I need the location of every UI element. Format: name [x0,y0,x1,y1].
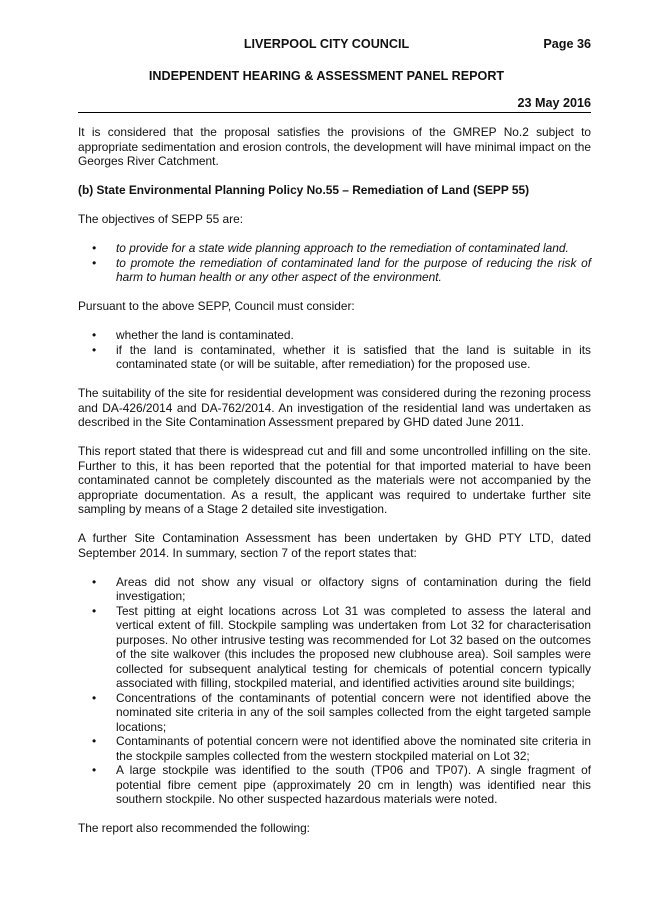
report-paragraph: This report stated that there is widespread cut and fill and some uncontrolled infilling on the site. Further to this, it has been reported that the potential for that imported material to have been contaminated cannot be completely discounted as the materials were not accompanied by the appropriate documentation. As a result, the applicant was required to undertake further site sampling by means of a Stage 2 detailed site investigation. [78,444,591,516]
list-item: • to promote the remediation of contaminated land for the purpose of reducing the risk of harm to human health or any other aspect of the environment. [116,256,591,285]
list-item: • Areas did not show any visual or olfactory signs of contamination during the field investigation; [116,575,591,604]
list-item: • Contaminants of potential concern were not identified above the nominated site criteria in the stockpile samples collected from the western stockpiled material on Lot 32; [116,734,591,763]
further-paragraph: A further Site Contamination Assessment has been undertaken by GHD PTY LTD, dated September 2014. In summary, section 7 of the report states that: [78,531,591,560]
section-heading: (b) State Environmental Planning Policy No.55 – Remediation of Land (SEPP 55) [78,183,530,197]
list-item: • to provide for a state wide planning approach to the remediation of contaminated land. [116,241,591,256]
closing-paragraph: The report also recommended the following: [78,821,310,835]
header-divider [78,112,591,113]
objectives-intro: The objectives of SEPP 55 are: [78,212,244,226]
list-item: • if the land is contaminated, whether it is satisfied that the land is suitable in its contaminated state (or will be suitable, after remediation) for the proposed use. [116,343,591,372]
list-item: • whether the land is contaminated. [116,328,591,343]
list-item: • Test pitting at eight locations across Lot 31 was completed to assess the lateral and vertical extent of fill. Stockpile sampling was undertaken from Lot 32 for characterisation purposes. No other intrusive testing was recommended for Lot 32 based on the outcomes of the site walkover (this includes the proposed new clubhouse area). Soil samples were collected for subsequent analytical testing for chemicals of potential concern typically associated with filling, stockpiled material, and identified activities around site buildings; [116,604,591,691]
report-date: 23 May 2016 [517,96,591,110]
page-number: Page 36 [543,37,591,51]
document-body [78,125,591,850]
suitability-paragraph: The suitability of the site for residential development was considered during the rezoning process and DA-426/2014 and DA-762/2014. An investigation of the residential land was undertaken as described in the Site Contamination Assessment prepared by GHD dated June 2011. [78,386,591,429]
considerations-list [78,328,591,372]
list-item: • A large stockpile was identified to the south (TP06 and TP07). A single fragment of potential fibre cement pipe (approximately 20 cm in length) was identified near this southern stockpile. No other suspected hazardous materials were noted. [116,763,591,807]
objectives-list [78,241,591,285]
council-name: LIVERPOOL CITY COUNCIL [243,37,410,51]
intro-paragraph: It is considered that the proposal satisfies the provisions of the GMREP No.2 subject to appropriate sedimentation and erosion controls, the development will have minimal impact on the Georges River Catchment. [78,125,591,168]
findings-list [78,575,591,807]
list-item: • Concentrations of the contaminants of potential concern were not identified above the nominated site criteria in any of the soil samples collected from the eight targeted sample locations; [116,691,591,735]
report-title: INDEPENDENT HEARING & ASSESSMENT PANEL REPORT [148,69,505,83]
consider-intro: Pursuant to the above SEPP, Council must consider: [78,299,355,313]
